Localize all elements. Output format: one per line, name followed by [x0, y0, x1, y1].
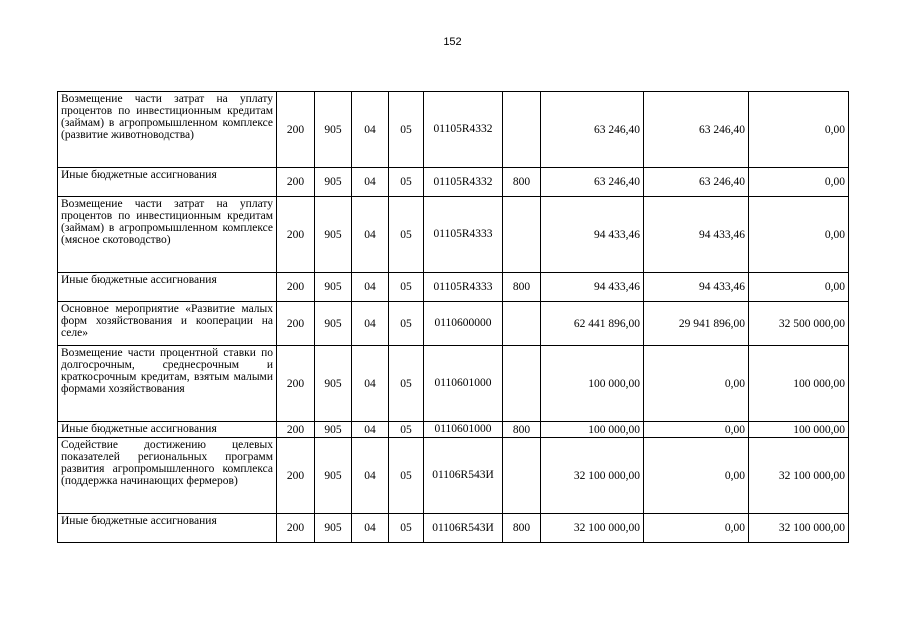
col-4-cell: 05 [389, 273, 424, 302]
col-4-cell: 05 [389, 346, 424, 422]
expense-type-cell: 800 [503, 422, 541, 438]
table-row [58, 438, 849, 514]
col-1-cell: 200 [277, 438, 315, 514]
table-row [58, 168, 849, 197]
col-2-cell: 905 [315, 92, 352, 168]
target-code-cell: 01105R4333 [424, 197, 503, 273]
amount-3-cell: 100 000,00 [749, 422, 849, 438]
col-2-cell: 905 [315, 514, 352, 543]
target-code-cell: 0110600000 [424, 302, 503, 346]
target-code-cell: 01105R4332 [424, 92, 503, 168]
expense-type-cell: 800 [503, 273, 541, 302]
amount-1-cell: 62 441 896,00 [541, 302, 644, 346]
expense-type-cell [503, 197, 541, 273]
target-code-cell: 01106R543И [424, 514, 503, 543]
amount-1-cell: 100 000,00 [541, 422, 644, 438]
col-4-cell: 05 [389, 514, 424, 543]
col-2-cell: 905 [315, 273, 352, 302]
col-1-cell: 200 [277, 514, 315, 543]
col-1-cell: 200 [277, 422, 315, 438]
col-2-cell: 905 [315, 168, 352, 197]
amount-3-cell: 32 100 000,00 [749, 438, 849, 514]
col-4-cell: 05 [389, 197, 424, 273]
col-3-cell: 04 [352, 197, 389, 273]
target-code-cell: 0110601000 [424, 346, 503, 422]
col-3-cell: 04 [352, 302, 389, 346]
expense-type-cell: 800 [503, 168, 541, 197]
target-code-cell: 01106R543И [424, 438, 503, 514]
row-name-cell: Основное мероприятие «Развитие малых форм хозяйствования и кооперации на селе» [58, 302, 277, 346]
table-row [58, 514, 849, 543]
col-2-cell: 905 [315, 438, 352, 514]
col-2-cell: 905 [315, 197, 352, 273]
amount-1-cell: 63 246,40 [541, 168, 644, 197]
page-number: 152 [443, 36, 462, 48]
amount-1-cell: 94 433,46 [541, 273, 644, 302]
amount-3-cell: 0,00 [749, 273, 849, 302]
amount-3-cell: 32 500 000,00 [749, 302, 849, 346]
row-name-cell: Иные бюджетные ассигнования [58, 514, 277, 543]
amount-2-cell: 63 246,40 [644, 92, 749, 168]
col-3-cell: 04 [352, 168, 389, 197]
row-name-cell: Возмещение части затрат на уплату процентов по инвестиционным кредитам (займам) в агропромышленном комплексе (мясное скотоводство) [58, 197, 277, 273]
amount-2-cell: 0,00 [644, 346, 749, 422]
table-row [58, 92, 849, 168]
amount-1-cell: 94 433,46 [541, 197, 644, 273]
amount-1-cell: 63 246,40 [541, 92, 644, 168]
col-4-cell: 05 [389, 438, 424, 514]
amount-2-cell: 94 433,46 [644, 273, 749, 302]
budget-table [57, 91, 849, 543]
col-1-cell: 200 [277, 168, 315, 197]
col-3-cell: 04 [352, 92, 389, 168]
amount-2-cell: 0,00 [644, 422, 749, 438]
col-3-cell: 04 [352, 346, 389, 422]
amount-3-cell: 0,00 [749, 197, 849, 273]
col-2-cell: 905 [315, 422, 352, 438]
row-name-cell: Содействие достижению целевых показателей региональных программ развития агропромышленного комплекса (поддержка начинающих фермеров) [58, 438, 277, 514]
row-name-cell: Возмещение части процентной ставки по долгосрочным, среднесрочным и краткосрочным кредитам, взятым малыми формами хозяйствования [58, 346, 277, 422]
col-1-cell: 200 [277, 273, 315, 302]
expense-type-cell [503, 92, 541, 168]
amount-3-cell: 32 100 000,00 [749, 514, 849, 543]
col-4-cell: 05 [389, 302, 424, 346]
amount-1-cell: 32 100 000,00 [541, 438, 644, 514]
row-name-cell: Иные бюджетные ассигнования [58, 422, 277, 438]
target-code-cell: 0110601000 [424, 422, 503, 438]
col-3-cell: 04 [352, 422, 389, 438]
col-1-cell: 200 [277, 197, 315, 273]
table-row [58, 346, 849, 422]
col-2-cell: 905 [315, 346, 352, 422]
amount-2-cell: 0,00 [644, 438, 749, 514]
table-row [58, 273, 849, 302]
amount-1-cell: 100 000,00 [541, 346, 644, 422]
expense-type-cell [503, 438, 541, 514]
expense-type-cell [503, 302, 541, 346]
target-code-cell: 01105R4333 [424, 273, 503, 302]
col-4-cell: 05 [389, 168, 424, 197]
amount-3-cell: 0,00 [749, 92, 849, 168]
col-4-cell: 05 [389, 422, 424, 438]
expense-type-cell [503, 346, 541, 422]
col-3-cell: 04 [352, 514, 389, 543]
col-1-cell: 200 [277, 346, 315, 422]
row-name-cell: Возмещение части затрат на уплату процентов по инвестиционным кредитам (займам) в агропромышленном комплексе (развитие животноводства) [58, 92, 277, 168]
col-3-cell: 04 [352, 438, 389, 514]
col-2-cell: 905 [315, 302, 352, 346]
amount-2-cell: 94 433,46 [644, 197, 749, 273]
amount-3-cell: 0,00 [749, 168, 849, 197]
table-row [58, 422, 849, 438]
amount-2-cell: 63 246,40 [644, 168, 749, 197]
col-1-cell: 200 [277, 302, 315, 346]
table-row [58, 302, 849, 346]
expense-type-cell: 800 [503, 514, 541, 543]
col-3-cell: 04 [352, 273, 389, 302]
col-1-cell: 200 [277, 92, 315, 168]
table-row [58, 197, 849, 273]
amount-2-cell: 29 941 896,00 [644, 302, 749, 346]
row-name-cell: Иные бюджетные ассигнования [58, 168, 277, 197]
amount-1-cell: 32 100 000,00 [541, 514, 644, 543]
amount-2-cell: 0,00 [644, 514, 749, 543]
row-name-cell: Иные бюджетные ассигнования [58, 273, 277, 302]
amount-3-cell: 100 000,00 [749, 346, 849, 422]
target-code-cell: 01105R4332 [424, 168, 503, 197]
col-4-cell: 05 [389, 92, 424, 168]
